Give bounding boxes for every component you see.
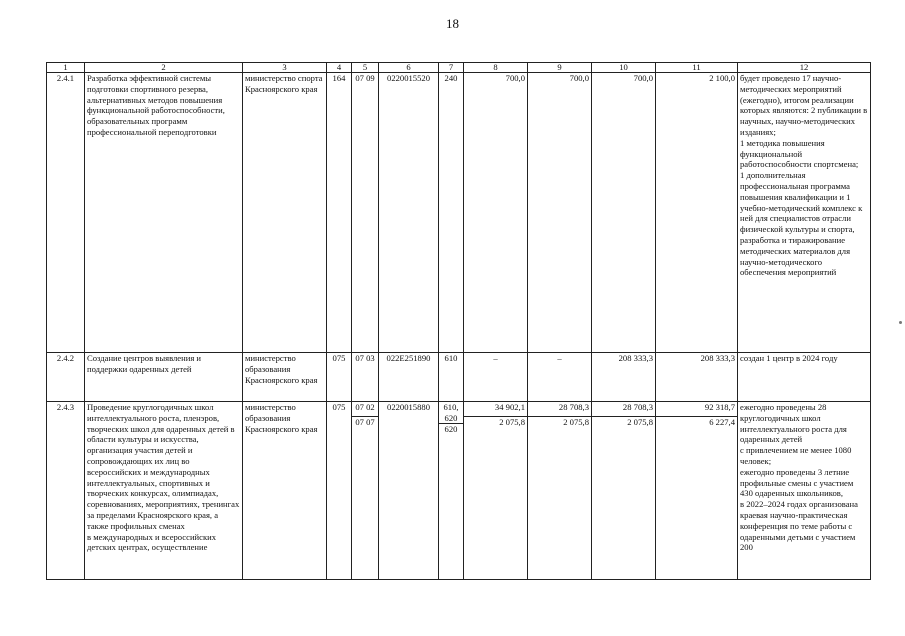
table-row bbox=[47, 353, 871, 402]
amount-year-2: 700,0 bbox=[528, 73, 592, 353]
grbs-code: 075 bbox=[327, 353, 352, 402]
page-number: 18 bbox=[446, 16, 459, 31]
expense-type-code: 240 bbox=[439, 73, 464, 353]
column-header: 9 bbox=[528, 63, 592, 73]
section-code: 07 09 bbox=[352, 73, 379, 353]
amount-total-cell bbox=[656, 402, 738, 580]
expense-type-code: 610, 620 bbox=[443, 402, 459, 423]
amount-year-1-cell bbox=[464, 402, 528, 580]
column-header: 7 bbox=[439, 63, 464, 73]
amount-year-3: 2 075,8 bbox=[592, 416, 655, 428]
column-header: 12 bbox=[738, 63, 871, 73]
column-header: 2 bbox=[85, 63, 243, 73]
measure-name: Проведение круглогодичных школ интеллектуального роста, пленэров, творческих школ для одаренных детей в области культуры и искусства, организация участия детей и сопровождающих их лиц во всероссийских и международных интеллектуальных, спортивных и творческих конкурсах, олимпиадах, соревнованиях, мероприятиях, тренингах за пределами Красноярского края, а также профильных сменах в международных и всероссийских детских центрах, осуществление bbox=[85, 402, 243, 580]
column-header: 1 bbox=[47, 63, 85, 73]
section-code: 07 02 bbox=[355, 402, 375, 412]
column-header: 3 bbox=[243, 63, 327, 73]
row-number: 2.4.2 bbox=[47, 353, 85, 402]
column-header: 5 bbox=[352, 63, 379, 73]
grbs-code: 075 bbox=[327, 402, 352, 580]
amount-year-3-cell bbox=[592, 402, 656, 580]
section-code-cell bbox=[352, 402, 379, 580]
amount-year-3: 28 708,3 bbox=[622, 402, 653, 412]
section-code: 07 03 bbox=[352, 353, 379, 402]
amount-year-1: – bbox=[464, 353, 528, 402]
measure-name: Разработка эффективной системы подготовки спортивного резерва, альтернативных методов повышения функциональной работоспособности, образовательных программ профессиональной переподготовки bbox=[85, 73, 243, 353]
scan-mark bbox=[899, 321, 902, 324]
amount-year-2-cell bbox=[528, 402, 592, 580]
table-row bbox=[47, 402, 871, 580]
expense-type-code: 610 bbox=[439, 353, 464, 402]
expense-type-cell bbox=[439, 402, 464, 580]
amount-total: 6 227,4 bbox=[656, 416, 737, 428]
amount-year-1: 2 075,8 bbox=[464, 416, 527, 428]
expected-result: ежегодно проведены 28 круглогодичных школ интеллектуального роста для одаренных детей с привлечением не менее 1080 человек; ежегодно проведены 3 летние профильные смены с участием 430 одаренных школьников, в 2022–2024 годах организована краевая научно-практическая конференция по теме работы с одаренными детьми с участием 200 bbox=[738, 402, 871, 580]
amount-year-1: 700,0 bbox=[464, 73, 528, 353]
section-code: 07 07 bbox=[352, 416, 378, 428]
expected-result: будет проведено 17 научно-методических мероприятий (ежегодно), итогом реализации которых являются: 2 публикации в научных, научно-методических изданиях; 1 методика повышения функциональной работоспособности спортсмена; 1 дополнительная профессиональная программа повышения квалификации и 1 учебно-методический комплекс к ней для специалистов отрасли физической культуры и спорта, разработка и тиражирование методических материалов для научно-методического обеспечения мероприятий bbox=[738, 73, 871, 353]
amount-year-2: 2 075,8 bbox=[528, 416, 591, 428]
column-header: 11 bbox=[656, 63, 738, 73]
amount-year-2: 28 708,3 bbox=[558, 402, 589, 412]
responsible-ministry: министерство спорта Красноярского края bbox=[243, 73, 327, 353]
measure-name: Создание центров выявления и поддержки одаренных детей bbox=[85, 353, 243, 402]
expense-type-code: 620 bbox=[439, 423, 463, 435]
table-row bbox=[47, 73, 871, 353]
target-article-code: 0220015520 bbox=[379, 73, 439, 353]
row-number: 2.4.1 bbox=[47, 73, 85, 353]
responsible-ministry: министерство образования Красноярского края bbox=[243, 402, 327, 580]
expected-result: создан 1 центр в 2024 году bbox=[738, 353, 871, 402]
target-article-code: 022E251890 bbox=[379, 353, 439, 402]
column-header: 4 bbox=[327, 63, 352, 73]
program-table bbox=[46, 62, 871, 580]
amount-year-3: 208 333,3 bbox=[592, 353, 656, 402]
amount-total: 2 100,0 bbox=[656, 73, 738, 353]
grbs-code: 164 bbox=[327, 73, 352, 353]
column-header: 10 bbox=[592, 63, 656, 73]
responsible-ministry: министерство образования Красноярского края bbox=[243, 353, 327, 402]
amount-total: 208 333,3 bbox=[656, 353, 738, 402]
amount-year-2: – bbox=[528, 353, 592, 402]
column-header: 6 bbox=[379, 63, 439, 73]
column-header: 8 bbox=[464, 63, 528, 73]
amount-year-3: 700,0 bbox=[592, 73, 656, 353]
target-article-code: 0220015880 bbox=[379, 402, 439, 580]
column-number-row bbox=[47, 63, 871, 73]
amount-year-1: 34 902,1 bbox=[494, 402, 525, 412]
row-number: 2.4.3 bbox=[47, 402, 85, 580]
amount-total: 92 318,7 bbox=[704, 402, 735, 412]
